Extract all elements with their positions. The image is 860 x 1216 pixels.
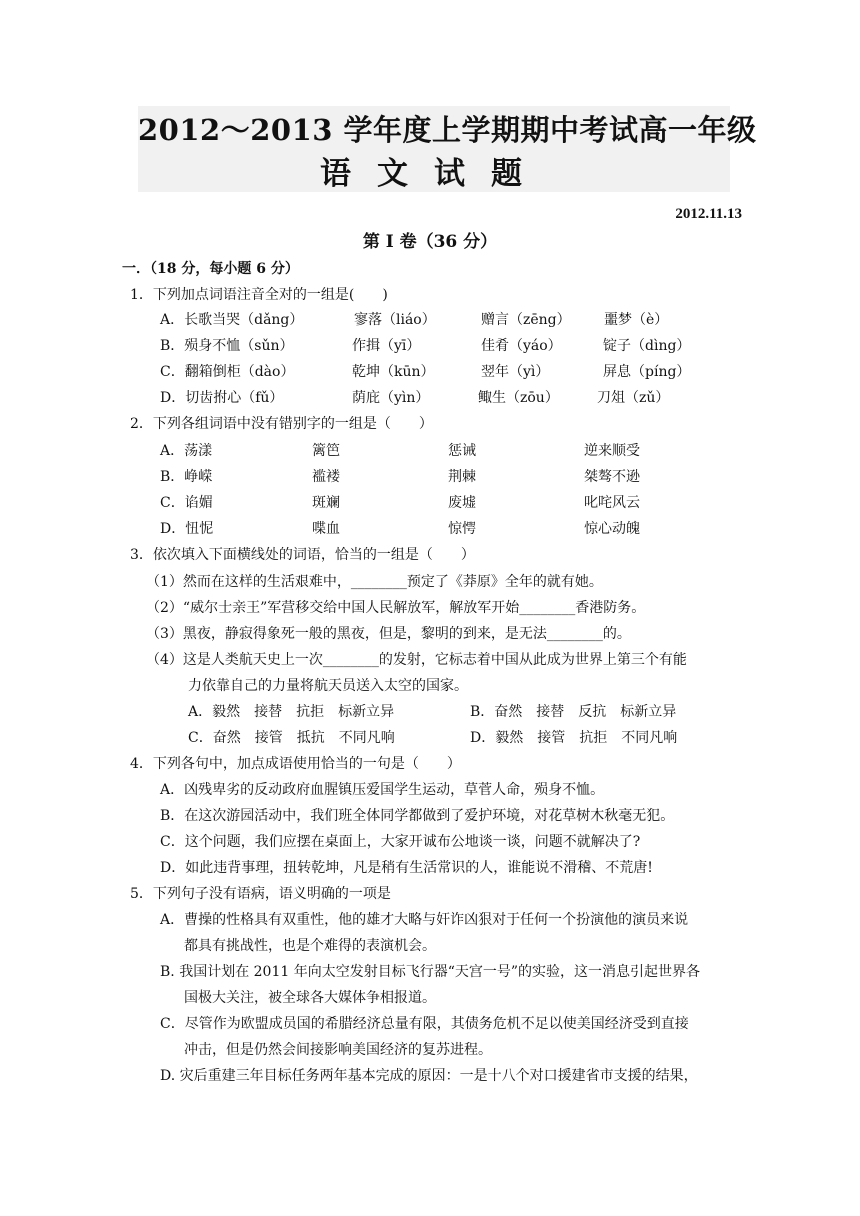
q1-cell: 寥落（liáo）: [354, 312, 436, 328]
q5-line: C．尽管作为欧盟成员国的希腊经济总量有限，其债务危机不足以使美国经济受到直接: [160, 1016, 689, 1032]
q3-item: （2）“威尔士亲王”军营移交给中国人民解放军，解放军开始________香港防务。: [146, 600, 646, 616]
volume-heading: 第 Ⅰ 卷（36 分）: [362, 232, 498, 252]
q5-line: 国极大关注，被全球各大媒体争相报道。: [184, 990, 436, 1006]
q1-cell: D．切齿拊心（fǔ）: [160, 390, 284, 406]
q2-cell: 叱咤风云: [584, 495, 640, 511]
q3-option: D．毅然 接管 抗拒 不同凡响: [470, 730, 678, 746]
q5-line: A．曹操的性格具有双重性，他的雄才大略与奸诈凶狠对于任何一个扮演他的演员来说: [160, 912, 689, 928]
title-banner: [138, 106, 757, 192]
q2-cell: 斑斓: [312, 495, 340, 511]
q3-option: B．奋然 接替 反抗 标新立异: [470, 704, 677, 720]
exam-title: 2012～2013 学年度上学期期中考试高一年级: [138, 113, 757, 147]
q1-cell: 刀俎（zǔ）: [597, 390, 670, 406]
question-4-stem: 4．下列各句中，加点成语使用恰当的一句是（ ）: [130, 756, 461, 772]
q1-cell: 作揖（yī）: [352, 338, 421, 354]
q2-cell: 篱笆: [312, 443, 340, 459]
q2-cell: A．荡漾: [160, 443, 213, 459]
question-2-stem: 2．下列各组词语中没有错别字的一组是（ ）: [130, 416, 433, 432]
q1-cell: A．长歌当哭（dǎng）: [160, 312, 304, 328]
q4-option: A．凶残卑劣的反动政府血腥镇压爱国学生运动，草菅人命，殒身不恤。: [160, 782, 605, 798]
q3-option: C．奋然 接管 抵抗 不同凡响: [188, 730, 395, 746]
q1-cell: 屏息（píng）: [603, 364, 691, 380]
q2-cell: 惊心动魄: [584, 521, 640, 537]
q3-item: （4）这是人类航天史上一次________的发射，它标志着中国从此成为世界上第三个有能: [146, 652, 687, 668]
q2-cell: 喋血: [312, 521, 340, 537]
q2-cell: 惩诫: [448, 443, 476, 459]
exam-date: 2012.11.13: [675, 206, 742, 222]
q1-cell: 鲰生（zōu）: [478, 390, 559, 406]
q4-option: C．这个问题，我们应摆在桌面上，大家开诚布公地谈一谈，问题不就解决了?: [160, 834, 641, 850]
q1-cell: 噩梦（è）: [604, 312, 669, 328]
q2-cell: 褴褛: [312, 469, 340, 485]
q3-item: （1）然而在这样的生活艰难中，________预定了《莽原》全年的就有她。: [146, 574, 603, 590]
q3-option: A．毅然 接替 抗拒 标新立异: [188, 704, 395, 720]
q1-cell: 锭子（dìng）: [603, 338, 691, 354]
q5-line: 都具有挑战性，也是个难得的表演机会。: [184, 938, 436, 954]
q1-cell: 乾坤（kūn）: [352, 364, 435, 380]
q2-cell: 桀骜不逊: [584, 469, 640, 485]
q1-cell: C．翻箱倒柜（dào）: [160, 364, 295, 380]
q2-cell: 逆来顺受: [584, 443, 640, 459]
question-1-stem: 1．下列加点词语注音全对的一组是( ): [130, 287, 388, 303]
q2-cell: 荆棘: [448, 469, 476, 485]
q3-item: 力依靠自己的力量将航天员送入太空的国家。: [188, 678, 468, 694]
q2-cell: B．峥嵘: [160, 469, 213, 485]
q1-cell: B．殒身不恤（sǔn）: [160, 338, 294, 354]
section-heading: 一．（18 分，每小题 6 分）: [122, 261, 299, 277]
q4-option: B．在这次游园活动中，我们班全体同学都做到了爱护环境，对花草树木秋毫无犯。: [160, 808, 675, 824]
q5-line: 冲击，但是仍然会间接影响美国经济的复苏进程。: [184, 1042, 492, 1058]
question-3-stem: 3．依次填入下面横线处的词语，恰当的一组是（ ）: [130, 547, 475, 563]
q2-cell: 废墟: [448, 495, 476, 511]
subject-title: 语文试题: [320, 156, 548, 192]
q5-line: D. 灾后重建三年目标任务两年基本完成的原因：一是十八个对口援建省市支援的结果，: [160, 1068, 698, 1084]
q3-item: （3）黑夜，静寂得象死一般的黑夜，但是，黎明的到来，是无法________的。: [146, 626, 631, 642]
q1-cell: 翌年（yì）: [481, 364, 550, 380]
q2-cell: D．忸怩: [160, 521, 214, 537]
q1-cell: 荫庇（yìn）: [352, 390, 430, 406]
q1-cell: 赠言（zēng）: [481, 312, 571, 328]
q2-cell: C．谄媚: [160, 495, 213, 511]
question-5-stem: 5．下列句子没有语病，语义明确的一项是: [130, 886, 391, 902]
q2-cell: 惊愕: [448, 521, 476, 537]
q1-cell: 佳肴（yáo）: [481, 338, 562, 354]
q4-option: D．如此违背事理，扭转乾坤，凡是稍有生活常识的人，谁能说不滑稽、不荒唐!: [160, 860, 653, 876]
q5-line: B. 我国计划在 2011 年向太空发射目标飞行器“天宫一号”的实验，这一消息引起世界各: [160, 964, 701, 980]
